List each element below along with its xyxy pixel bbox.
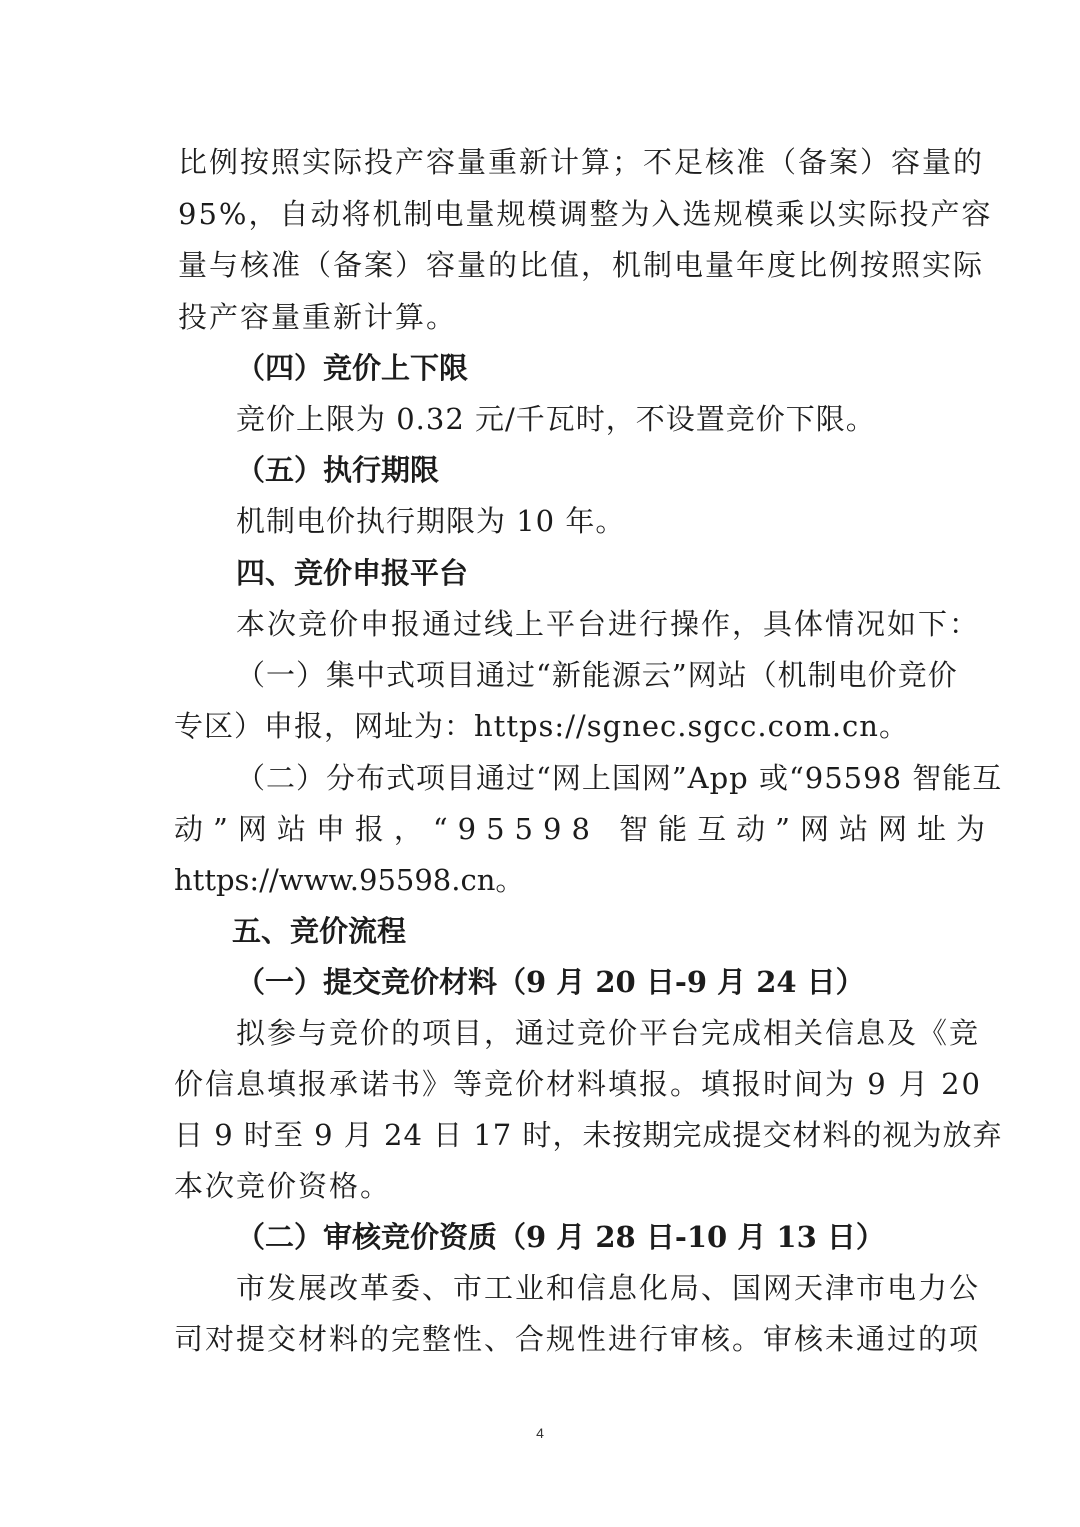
line-text: 量与核准（备案）容量的比值，机制电量年度比例按照实际 <box>178 248 985 282</box>
body-line <box>0 598 1080 650</box>
line-text: 比例按照实际投产容量重新计算；不足核准（备案）容量的 <box>178 145 985 179</box>
line-text: 专区）申报，网址为：https://sgnec.sgcc.com.cn。 <box>174 709 909 743</box>
body-line <box>0 854 1080 906</box>
body-line <box>0 1313 1080 1365</box>
heading-text: （一）提交竞价材料（9 月 20 日-9 月 24 日） <box>236 965 865 999</box>
heading-text: （五）执行期限 <box>236 453 440 487</box>
section-heading <box>0 444 1080 496</box>
line-text: 投产容量重新计算。 <box>178 300 458 334</box>
line-text: 本次竞价申报通过线上平台进行操作，具体情况如下： <box>236 607 981 641</box>
line-text: 机制电价执行期限为 10 年。 <box>236 504 626 538</box>
chapter-heading <box>0 547 1080 599</box>
heading-text: 五、竞价流程 <box>232 914 407 948</box>
body-line <box>0 1262 1080 1314</box>
line-text: 本次竞价资格。 <box>174 1169 392 1203</box>
body-line <box>0 1058 1080 1110</box>
line-text: （二）分布式项目通过“网上国网”App 或“95598 智能互 <box>236 761 1003 795</box>
body-line <box>0 1007 1080 1059</box>
line-text: 动”网站申报，“95598 智能互动”网站网址为 <box>174 812 995 846</box>
line-text: https://www.95598.cn。 <box>174 863 525 897</box>
body-line <box>0 752 1080 804</box>
line-text: 价信息填报承诺书》等竞价材料填报。填报时间为 9 月 20 <box>174 1067 983 1101</box>
section-heading <box>0 342 1080 394</box>
heading-text: （二）审核竞价资质（9 月 28 日-10 月 13 日） <box>236 1220 885 1254</box>
line-text: 司对提交材料的完整性、合规性进行审核。审核未通过的项 <box>174 1322 981 1356</box>
line-text: （一）集中式项目通过“新能源云”网站（机制电价竞价 <box>236 658 958 692</box>
heading-text: （四）竞价上下限 <box>236 351 469 385</box>
body-line <box>0 700 1080 752</box>
chapter-heading <box>0 905 1080 957</box>
body-line <box>0 1109 1080 1161</box>
body-line <box>0 291 1080 343</box>
line-text: 竞价上限为 0.32 元/千瓦时，不设置竞价下限。 <box>236 402 876 436</box>
page-number: 4 <box>536 1425 544 1441</box>
body-line <box>0 239 1080 291</box>
body-line <box>0 188 1080 240</box>
line-text: 市发展改革委、市工业和信息化局、国网天津市电力公 <box>236 1271 981 1305</box>
line-text: 95%，自动将机制电量规模调整为入选规模乘以实际投产容 <box>178 197 993 231</box>
line-text: 拟参与竞价的项目，通过竞价平台完成相关信息及《竞 <box>236 1016 981 1050</box>
body-line <box>0 495 1080 547</box>
section-heading <box>0 956 1080 1008</box>
body-line <box>0 803 1080 855</box>
body-line <box>0 393 1080 445</box>
body-line <box>0 136 1080 188</box>
heading-text: 四、竞价申报平台 <box>236 556 469 590</box>
body-line <box>0 1160 1080 1212</box>
section-heading <box>0 1211 1080 1263</box>
line-text: 日 9 时至 9 月 24 日 17 时，未按期完成提交材料的视为放弃 <box>174 1118 1003 1152</box>
body-line <box>0 649 1080 701</box>
